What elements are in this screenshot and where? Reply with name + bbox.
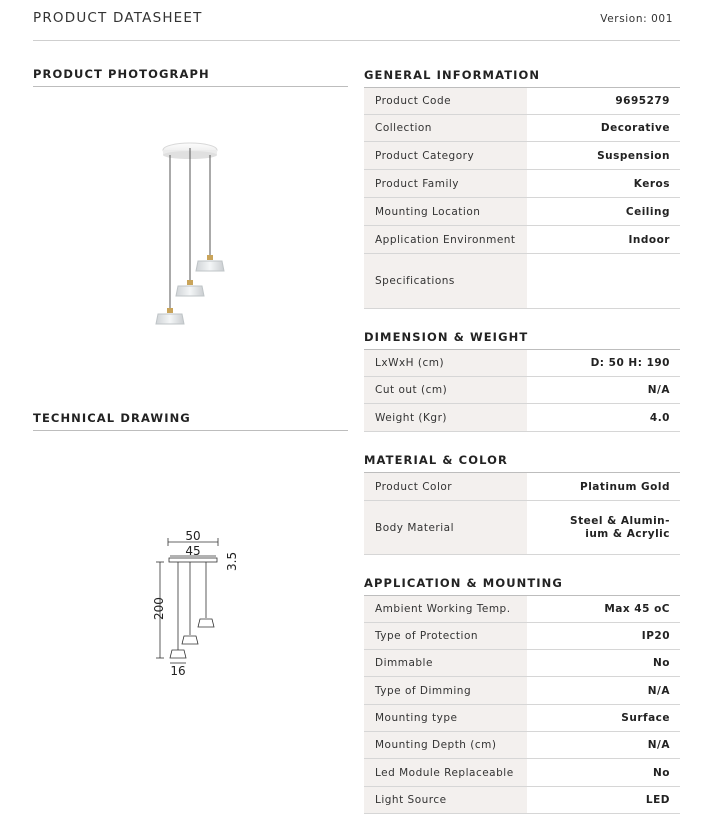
pendant-shade-high [196, 255, 224, 271]
table-row [364, 226, 680, 254]
dim-height: 200 [152, 597, 166, 620]
dim-shade: 16 [170, 664, 186, 678]
page-title: PRODUCT DATASHEET [33, 10, 203, 26]
row-label: Collection [364, 115, 527, 141]
row-label: Product Color [364, 473, 527, 500]
pendant-shade-low [156, 308, 184, 324]
drawing-heading: TECHNICAL DRAWING [33, 411, 191, 425]
table-row [364, 198, 680, 226]
table-row [364, 473, 680, 501]
drawing-divider [33, 430, 348, 431]
row-label: Light Source [364, 787, 527, 813]
table-row [364, 254, 680, 309]
table-row [364, 732, 680, 759]
material-color-section [364, 447, 680, 555]
row-label: Led Module Replaceable [364, 759, 527, 786]
table-row [364, 677, 680, 705]
photo-divider [33, 86, 348, 87]
row-value: IP20 [641, 630, 670, 642]
product-photo [140, 130, 260, 340]
row-value: Ceiling [625, 205, 670, 218]
row-label: Cut out (cm) [364, 377, 527, 403]
row-value: Steel & Alumin- ium & Acrylic [570, 514, 670, 540]
spec-column [364, 62, 680, 814]
table-row [364, 350, 680, 377]
table-row [364, 170, 680, 198]
row-label: Type of Dimming [364, 677, 527, 704]
row-value: No [652, 766, 670, 779]
row-value: Platinum Gold [580, 480, 670, 493]
table-row [364, 759, 680, 787]
row-value: 9695279 [615, 95, 670, 107]
header-divider [33, 40, 680, 41]
row-value: Surface [621, 712, 670, 724]
row-value: 4.0 [649, 411, 670, 424]
row-label: LxWxH (cm) [364, 350, 527, 376]
row-label: Product Code [364, 88, 527, 114]
general-heading: GENERAL INFORMATION [364, 62, 680, 88]
row-value: No [652, 657, 670, 669]
row-value [527, 254, 680, 308]
application-heading: APPLICATION & MOUNTING [364, 570, 680, 596]
dim-depth: 3.5 [225, 551, 239, 571]
application-mounting-section [364, 570, 680, 814]
row-value: N/A [647, 684, 670, 697]
row-label: Mounting Location [364, 198, 527, 225]
row-value: Keros [633, 177, 670, 190]
row-value: Suspension [597, 149, 670, 162]
version-label: Version: 001 [600, 13, 673, 25]
row-label: Dimmable [364, 650, 527, 676]
row-label: Ambient Working Temp. [364, 596, 527, 622]
table-row [364, 377, 680, 404]
table-row [364, 404, 680, 432]
row-value: Indoor [628, 233, 670, 246]
dimension-heading: DIMENSION & WEIGHT [364, 324, 680, 350]
row-label: Weight (Kgr) [364, 404, 527, 431]
general-information-section [364, 62, 680, 309]
table-row [364, 142, 680, 170]
table-row [364, 596, 680, 623]
row-value: Max 45 oC [604, 603, 670, 615]
row-value: N/A [647, 384, 670, 396]
table-row [364, 115, 680, 142]
row-value: N/A [647, 739, 670, 751]
table-row [364, 88, 680, 115]
row-label: Product Category [364, 142, 527, 169]
row-label: Type of Protection [364, 623, 527, 649]
row-value: Decorative [600, 122, 670, 134]
row-label: Product Family [364, 170, 527, 197]
table-row [364, 787, 680, 814]
row-label: Body Material [364, 501, 527, 554]
pendant-shade-mid [176, 280, 204, 296]
photo-heading: PRODUCT PHOTOGRAPH [33, 67, 210, 81]
row-value: LED [645, 794, 670, 806]
row-label: Application Environment [364, 226, 527, 253]
table-row [364, 650, 680, 677]
row-label: Mounting Depth (cm) [364, 732, 527, 758]
row-label: Mounting type [364, 705, 527, 731]
technical-drawing [140, 525, 260, 685]
row-label: Specifications [364, 254, 527, 308]
row-value: D: 50 H: 190 [590, 357, 670, 369]
dimension-weight-section [364, 324, 680, 432]
dim-top-inner: 45 [185, 544, 201, 558]
table-row [364, 705, 680, 732]
dim-top-outer: 50 [185, 529, 201, 543]
table-row [364, 623, 680, 650]
material-heading: MATERIAL & COLOR [364, 447, 680, 473]
table-row [364, 501, 680, 555]
